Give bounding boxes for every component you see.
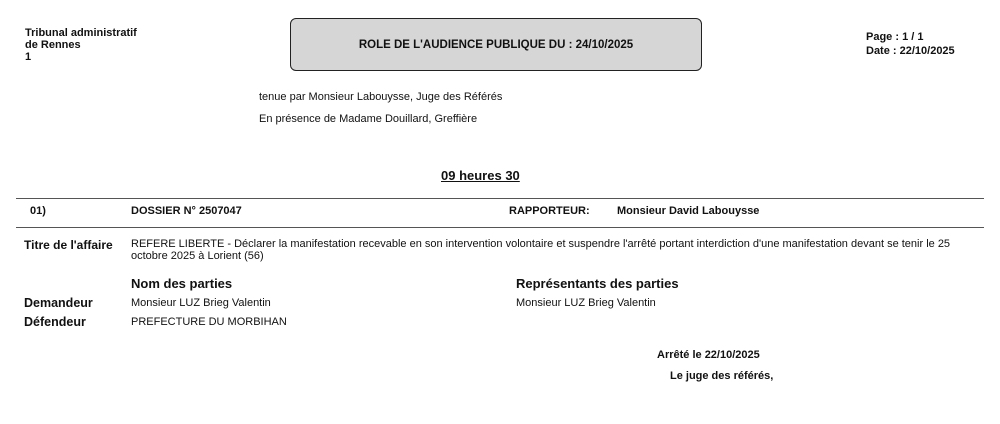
case-title-text: REFERE LIBERTE - Déclarer la manifestation recevable en son intervention volontaire et suspendre l'arrêté portant interdiction d'une manifestation devant se tenir le 25 octobre 2025 à Lorient (56) xyxy=(131,238,951,262)
court-line-2: de Rennes xyxy=(25,39,81,51)
document-title-box xyxy=(290,18,702,71)
court-line-1: Tribunal administratif xyxy=(25,27,137,39)
case-number: 01) xyxy=(30,205,46,217)
parties-header: Nom des parties xyxy=(131,276,233,291)
plaintiff-label: Demandeur xyxy=(24,296,93,310)
presided-by: tenue par Monsieur Labouysse, Juge des Référés xyxy=(259,91,503,103)
page-info xyxy=(866,30,955,58)
rapporteur-name: Monsieur David Labouysse xyxy=(617,205,760,217)
case-title-label: Titre de l'affaire xyxy=(24,238,113,252)
document-title: ROLE DE L'AUDIENCE PUBLIQUE DU : 24/10/2025 xyxy=(358,38,634,51)
clerk-presence: En présence de Madame Douillard, Greffière xyxy=(259,113,478,125)
divider-top xyxy=(16,198,984,199)
defendant-label: Défendeur xyxy=(24,315,86,329)
dossier-number: DOSSIER N° 2507047 xyxy=(131,205,242,217)
representatives-header: Représentants des parties xyxy=(516,276,679,291)
plaintiff-representative: Monsieur LUZ Brieg Valentin xyxy=(516,297,656,309)
judge-signature: Le juge des référés, xyxy=(670,370,774,382)
hearing-time: 09 heures 30 xyxy=(441,168,520,183)
page-number: Page : 1 / 1 xyxy=(866,31,924,43)
court-line-3: 1 xyxy=(25,51,32,63)
arrete-date: Arrêté le 22/10/2025 xyxy=(657,349,760,361)
rapporteur-label: RAPPORTEUR: xyxy=(509,205,590,217)
defendant-name: PREFECTURE DU MORBIHAN xyxy=(131,316,287,328)
plaintiff-name: Monsieur LUZ Brieg Valentin xyxy=(131,297,271,309)
page-date: Date : 22/10/2025 xyxy=(866,45,955,57)
court-name xyxy=(25,27,137,63)
divider-case xyxy=(16,227,984,228)
